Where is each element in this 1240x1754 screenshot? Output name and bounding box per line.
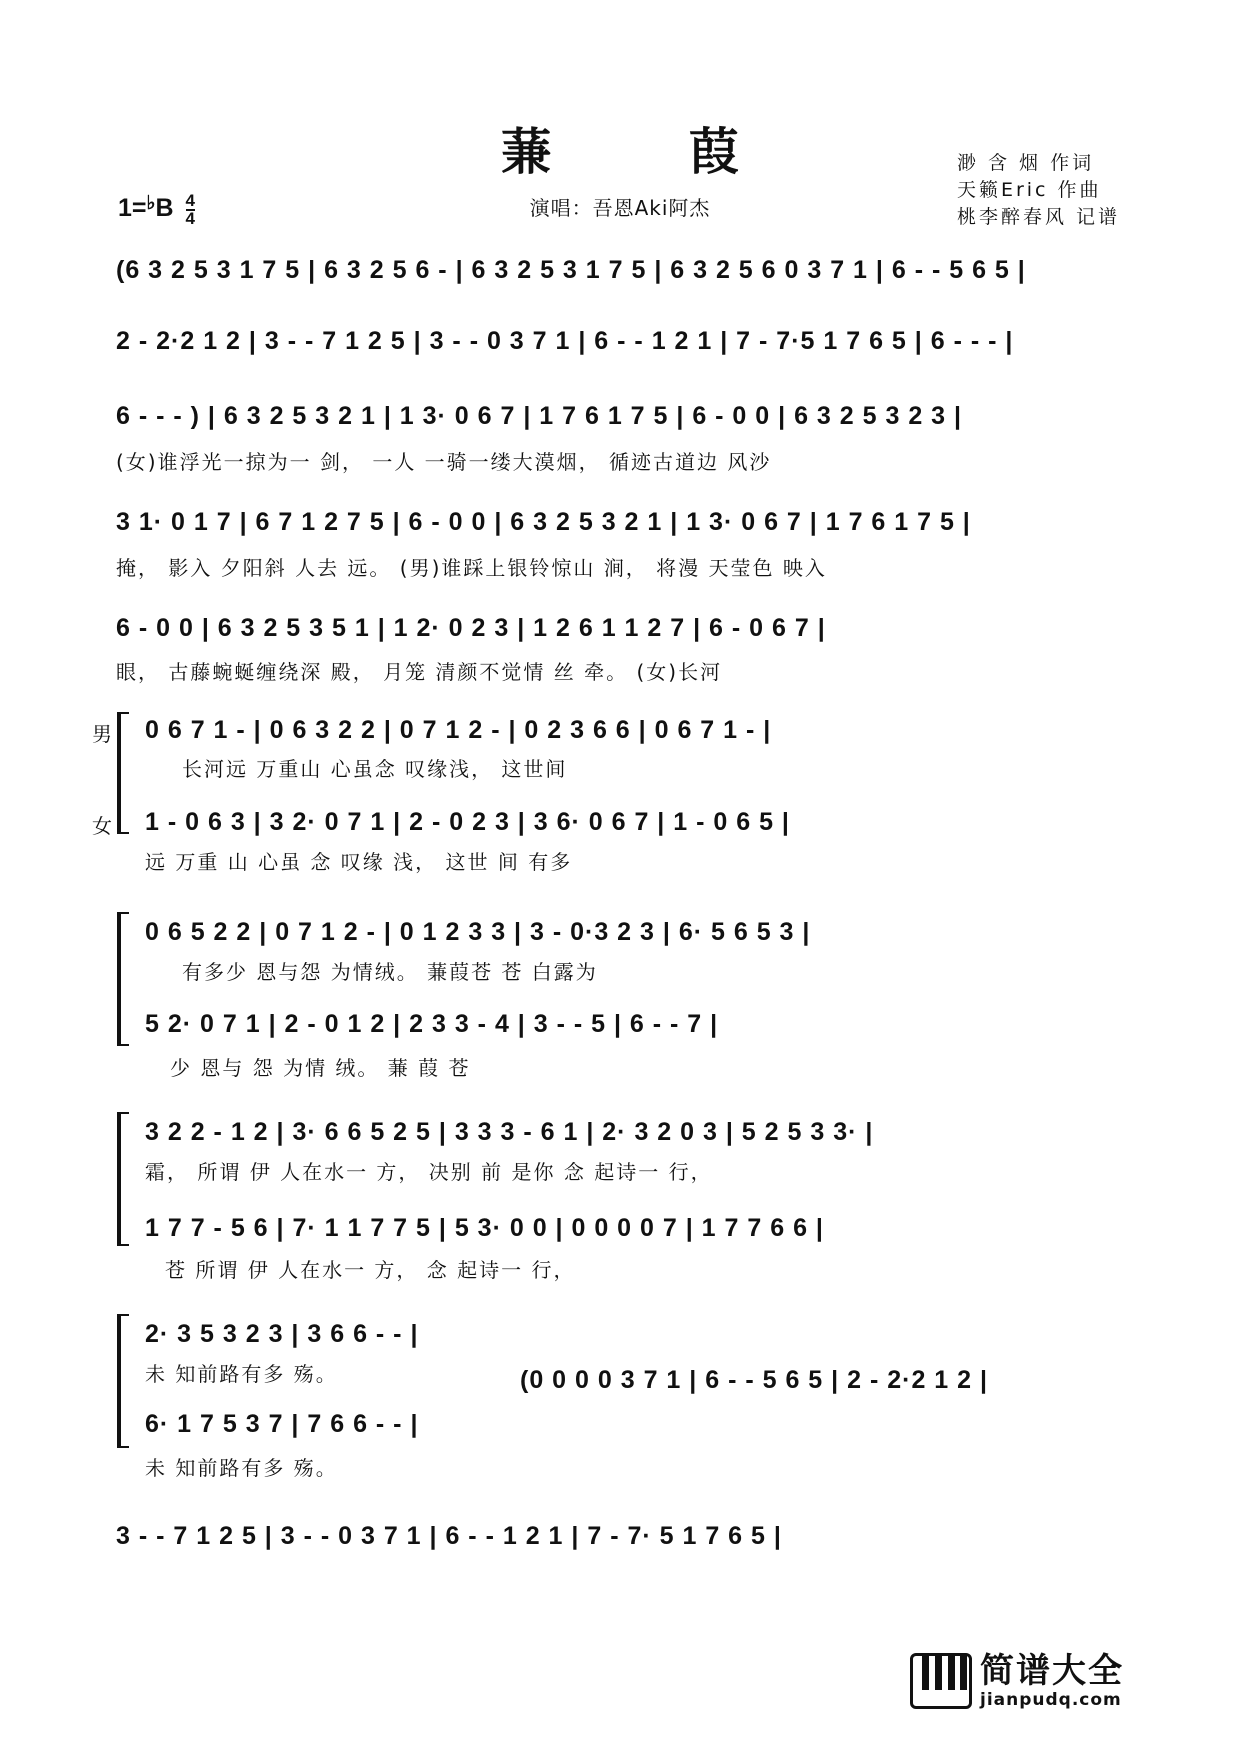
system-brace <box>117 912 129 1046</box>
logo-url: jianpudq.com <box>980 1690 1122 1710</box>
female-lyric-2: 少 恩与 怨 为情 绒。 蒹 葭 苍 <box>170 1056 471 1080</box>
notation-text: 6 - - - ) | 6 3 2 5 3 2 1 | 1 3· 0 6 7 | 1 7 6 1 7 5 | 6 - 0 0 | 6 3 2 5 3 2 3 | <box>116 401 963 430</box>
male-lyric-2: 有多少 恩与怨 为情绒。 蒹葭苍 苍 白露为 <box>182 960 598 984</box>
site-logo <box>910 1652 1124 1710</box>
singer-credit: 演唱：吾恩Aki阿杰 <box>529 196 711 220</box>
key-signature: 1=♭B $\frac{4}{4}$ <box>118 191 195 228</box>
score-line-2 <box>116 323 1128 363</box>
notation-text: 6 - 0 0 | 6 3 2 5 3 5 1 | 1 2· 0 2 3 | 1 2 6 1 1 2 7 | 6 - 0 6 7 | <box>116 613 826 642</box>
male-part-label: 男 <box>92 722 112 746</box>
time-signature: $\frac{4}{4}$ <box>185 191 195 228</box>
notation-text: 2· 3 5 3 2 3 | 3 6 6 - - | <box>145 1319 419 1348</box>
notation-text: (0 0 0 0 3 7 1 | 6 - - 5 6 5 | 2 - 2·2 1 2 | <box>520 1365 988 1394</box>
male-score-4 <box>145 1316 495 1356</box>
female-lyric-3: 苍 所谓 伊 人在水一 方， 念 起诗一 行， <box>165 1258 576 1282</box>
female-score-4 <box>145 1406 495 1446</box>
lyric-line-5: 眼， 古藤蜿蜒缠绕深 殿， 月笼 清颜不觉情 丝 牵。 (女)长河 <box>116 660 723 684</box>
system-brace <box>117 1112 129 1246</box>
system-brace <box>117 1314 129 1448</box>
logo-name: 简谱大全 <box>980 1651 1124 1691</box>
notation-text: 0 6 5 2 2 | 0 7 1 2 - | 0 1 2 3 3 | 3 - 0·3 2 3 | 6· 5 6 5 3 | <box>145 917 811 946</box>
notation-text: 3 - - 7 1 2 5 | 3 - - 0 3 7 1 | 6 - - 1 2 1 | 7 - 7· 5 1 7 6 5 | <box>116 1521 782 1550</box>
lyric-line-4: 掩， 影入 夕阳斜 人去 远。 (男)谁踩上银铃惊山 涧， 将漫 天莹色 映入 <box>116 556 827 580</box>
male-score-3 <box>145 1114 1128 1154</box>
female-score-3 <box>145 1210 1128 1250</box>
notation-text: 0 6 7 1 - | 0 6 3 2 2 | 0 7 1 2 - | 0 2 3 6 6 | 0 6 7 1 - | <box>145 715 772 744</box>
lyricist-credit: 渺 含 烟 作词 <box>956 152 1095 174</box>
male-score-2 <box>145 914 1128 954</box>
female-lyric-1: 远 万重 山 心虽 念 叹缘 浅， 这世 间 有多 <box>145 850 573 874</box>
male-lyric-3: 霜， 所谓 伊 人在水一 方， 决别 前 是你 念 起诗一 行， <box>145 1160 713 1184</box>
flat-icon: ♭ <box>146 193 156 214</box>
score-line-3 <box>116 398 1128 438</box>
male-lyric-1: 长河远 万重山 心虽念 叹缘浅， 这世间 <box>182 757 568 781</box>
female-lyric-4: 未 知前路有多 殇。 <box>145 1456 338 1480</box>
system-brace <box>117 712 129 834</box>
score-line-4 <box>116 504 1128 544</box>
notation-text: 3 2 2 - 1 2 | 3· 6 6 5 2 5 | 3 3 3 - 6 1 | 2· 3 2 0 3 | 5 2 5 3 3· | <box>145 1117 874 1146</box>
female-score-2 <box>145 1006 1128 1046</box>
transcriber-credit: 桃李醉春风 记谱 <box>956 206 1120 228</box>
notation-text: 3 1· 0 1 7 | 6 7 1 2 7 5 | 6 - 0 0 | 6 3 2 5 3 2 1 | 1 3· 0 6 7 | 1 7 6 1 7 5 | <box>116 507 971 536</box>
notation-text: 1 7 7 - 5 6 | 7· 1 1 7 7 5 | 5 3· 0 0 | 0 0 0 0 7 | 1 7 7 6 6 | <box>145 1213 824 1242</box>
score-line-1 <box>116 252 1128 292</box>
song-title: 蒹 葭 <box>501 122 799 181</box>
notation-text: (6 3 2 5 3 1 7 5 | 6 3 2 5 6 - | 6 3 2 5 3 1 7 5 | 6 3 2 5 6 0 3 7 1 | 6 - - 5 6 5 | <box>116 255 1026 284</box>
lyric-line-3: (女)谁浮光一掠为一 剑， 一人 一骑一缕大漠烟， 循迹古道边 风沙 <box>116 450 772 474</box>
female-score-1 <box>145 804 1128 844</box>
notation-text: 1 - 0 6 3 | 3 2· 0 7 1 | 2 - 0 2 3 | 3 6· 0 6 7 | 1 - 0 6 5 | <box>145 807 790 836</box>
tail-score <box>520 1362 1128 1402</box>
score-line-5 <box>116 610 1128 650</box>
male-lyric-4: 未 知前路有多 殇。 <box>145 1362 338 1386</box>
notation-text: 5 2· 0 7 1 | 2 - 0 1 2 | 2 3 3 - 4 | 3 - - 5 | 6 - - 7 | <box>145 1009 719 1038</box>
composer-credit: 天籁Eric 作曲 <box>956 179 1102 201</box>
male-score-1 <box>145 712 1128 752</box>
notation-text: 6· 1 7 5 3 7 | 7 6 6 - - | <box>145 1409 419 1438</box>
score-line-final <box>116 1518 1128 1558</box>
female-part-label: 女 <box>92 814 112 838</box>
piano-keys-icon <box>910 1653 972 1709</box>
notation-text: 2 - 2·2 1 2 | 3 - - 7 1 2 5 | 3 - - 0 3 7 1 | 6 - - 1 2 1 | 7 - 7·5 1 7 6 5 | 6 - - - | <box>116 326 1014 355</box>
